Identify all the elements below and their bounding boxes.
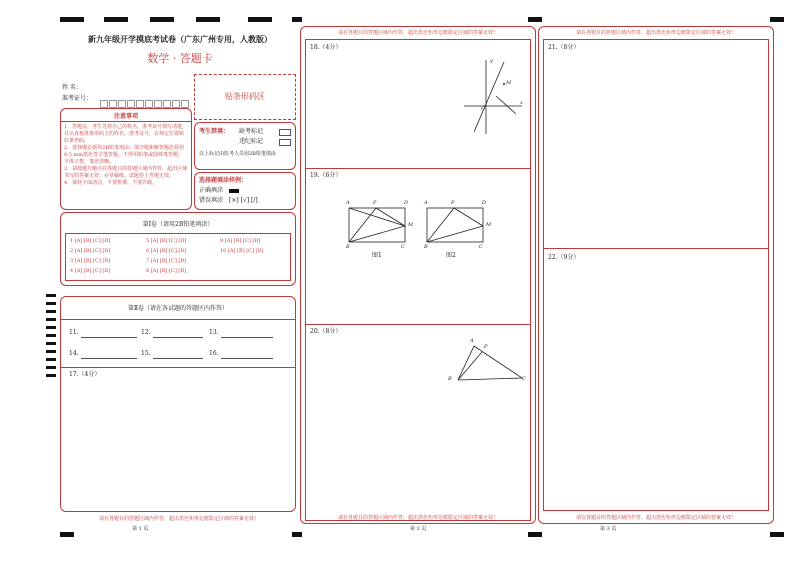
notice-item: 3．请按题号顺序在各题目的答题区域内作答，超出区域书写的答案无效；在草稿纸、试题卷上答题无效。 (64, 166, 188, 179)
q17-answer-area[interactable] (65, 381, 291, 507)
violation-mark-label: 违纪标记 (239, 138, 264, 145)
notice-item: 1．答题前，考生先将自己的姓名，准考证号填写清楚，并认真核准条形码上的姓名、准考证号，在规定位置贴好条形码。 (64, 124, 188, 144)
col3-top-note: 请在各题目的答题区域内作答，超出黑色矩形边框限定区域的答案无效！ (575, 30, 736, 36)
sheet-title: 新九年级开学摸底考试卷（广东广州专用，人教版） (88, 34, 272, 44)
q21-label: 21.（8分） (548, 44, 580, 51)
exam-ban-label: 考生禁填： (199, 128, 230, 135)
q18-label-y: y (490, 58, 493, 64)
mc-question-3[interactable]: 3 [A] [B] [C] [D] (70, 258, 111, 264)
fill-sample-title: 选择题填涂样例： (199, 177, 248, 184)
q19-f1-c: C (401, 244, 405, 250)
mc-question-2[interactable]: 2 [A] [B] [C] [D] (70, 248, 111, 254)
col3-bottom-note: 请在各题目的答题区域内作答，超出黑色矩形边框限定区域的答案无效！ (575, 515, 736, 521)
mc-question-1[interactable]: 1 [A] [B] [C] [D] (70, 238, 111, 244)
q22-answer-area[interactable] (544, 264, 768, 510)
blank-11-label: 11. (69, 329, 79, 336)
fig2-caption: 图2 (446, 252, 456, 259)
page-3-label: 第 3 页 (600, 526, 617, 532)
part1-title: 第Ⅰ卷（请用2B铅笔填涂） (142, 221, 214, 228)
blank-12-label: 12. (141, 329, 151, 336)
correct-fill-label: 正确填涂 (199, 187, 224, 194)
part1-box (60, 212, 296, 286)
notice-box (60, 108, 192, 210)
notice-item: 2．选择题必须用2B铅笔填涂；填空题和解答题必须用0.5 mm黑色签字笔答题，不得用铅笔或圆珠笔答题；字体工整、笔迹清晰。 (64, 145, 185, 165)
mc-question-8[interactable]: 8 [A] [B] [C] [D] (146, 268, 187, 274)
q19-f2-m: M (486, 222, 492, 228)
q19-f2-p: P (451, 200, 455, 206)
part2-title: 第Ⅱ卷（请在各试题的答题区内作答） (127, 305, 229, 312)
mc-question-9[interactable]: 9 [A] [B] [C] [D] (220, 238, 261, 244)
wrong-fill-label: 错误填涂 (199, 197, 224, 204)
notice-item: 4．保持卡面清洁，不要折叠、不要弄破。 (64, 180, 158, 186)
q19-figure-1 (346, 202, 412, 248)
q19-f1-p: P (373, 200, 377, 206)
blank-14[interactable] (81, 358, 137, 359)
q19-figure-2 (424, 202, 490, 248)
q19-f2-d: D (482, 200, 487, 206)
col3-frame (538, 26, 774, 524)
blank-13-label: 13. (209, 329, 219, 336)
blank-15-label: 15. (141, 350, 151, 357)
sheet-subtitle: 数学 · 答题卡 (147, 52, 213, 65)
blank-14-label: 14. (69, 350, 79, 357)
q19-f2-c: C (479, 244, 483, 250)
blank-12[interactable] (153, 337, 203, 338)
correct-fill-sample (229, 189, 239, 193)
col2-top-note: 请在各题目的答题区域内作答，超出黑色矩形边框限定区域的答案无效！ (337, 30, 498, 36)
violation-mark-box[interactable] (279, 139, 291, 146)
wrong-fill-marks: [×] [√] [/] (229, 197, 258, 204)
barcode-area (194, 74, 296, 120)
id-label: 准考证号： (62, 95, 93, 102)
fill-sample-box (194, 172, 296, 210)
blank-16-label: 16. (209, 350, 219, 357)
q20-label-b: B (448, 376, 452, 382)
q19-f2-a: A (424, 200, 428, 206)
q19-answer-area[interactable] (306, 182, 530, 322)
q19-f1-b: B (346, 244, 350, 250)
mc-question-7[interactable]: 7 [A] [B] [C] [D] (146, 258, 187, 264)
q20-label-c: C (522, 376, 526, 382)
name-label: 姓 名： (62, 84, 82, 91)
q19-label: 19.（6分） (310, 172, 342, 179)
col2-bottom-note: 请在各题目的答题区域内作答，超出黑色矩形边框限定区域的答案无效！ (337, 515, 498, 521)
exam-ban-box (194, 122, 296, 170)
q19-f2-b: B (424, 244, 428, 250)
page-2-label: 第 2 页 (410, 526, 427, 532)
blank-11[interactable] (81, 337, 137, 338)
q19-f1-d: D (404, 200, 409, 206)
col1-bottom-note: 请在各题目的答题区域内作答，超出黑色矩形边框限定区域的答案无效！ (98, 516, 259, 522)
fig1-caption: 图1 (372, 252, 382, 259)
notice-title: 注意事项 (113, 113, 138, 120)
q18-label-x: x (520, 100, 523, 106)
q21-answer-area[interactable] (544, 54, 768, 248)
q17-label: 17.（4分） (69, 371, 101, 378)
missing-mark-box[interactable] (279, 129, 291, 136)
q19-f1-a: A (346, 200, 350, 206)
q20-label: 20.（8分） (310, 328, 342, 335)
blank-13[interactable] (221, 337, 273, 338)
q18-label: 18.（4分） (310, 44, 342, 51)
part2-box (60, 296, 296, 512)
q19-f1-m: M (408, 222, 414, 228)
blank-16[interactable] (221, 358, 273, 359)
mc-question-4[interactable]: 4 [A] [B] [C] [D] (70, 268, 111, 274)
blank-15[interactable] (153, 358, 203, 359)
page-1-label: 第 1 页 (132, 526, 149, 532)
mc-question-10[interactable]: 10 [A] [B] [C] [D] (220, 248, 264, 254)
col2-frame (300, 26, 536, 524)
barcode-label: 贴条形码区 (225, 92, 265, 101)
exam-ban-note: 以上标记由监考人员用2B铅笔填涂 (199, 151, 276, 157)
mc-question-6[interactable]: 6 [A] [B] [C] [D] (146, 248, 187, 254)
missing-mark-label: 缺考标记 (239, 128, 264, 135)
mc-question-5[interactable]: 5 [A] [B] [C] [D] (146, 238, 187, 244)
q20-label-a: A (470, 338, 474, 344)
q18-coordinate-figure (456, 56, 526, 136)
q22-label: 22.（9分） (548, 254, 580, 261)
q20-label-p: P (484, 344, 488, 350)
q18-label-m: M (506, 80, 512, 86)
q20-triangle-figure (450, 340, 528, 386)
q18-label-o: O (481, 106, 486, 112)
